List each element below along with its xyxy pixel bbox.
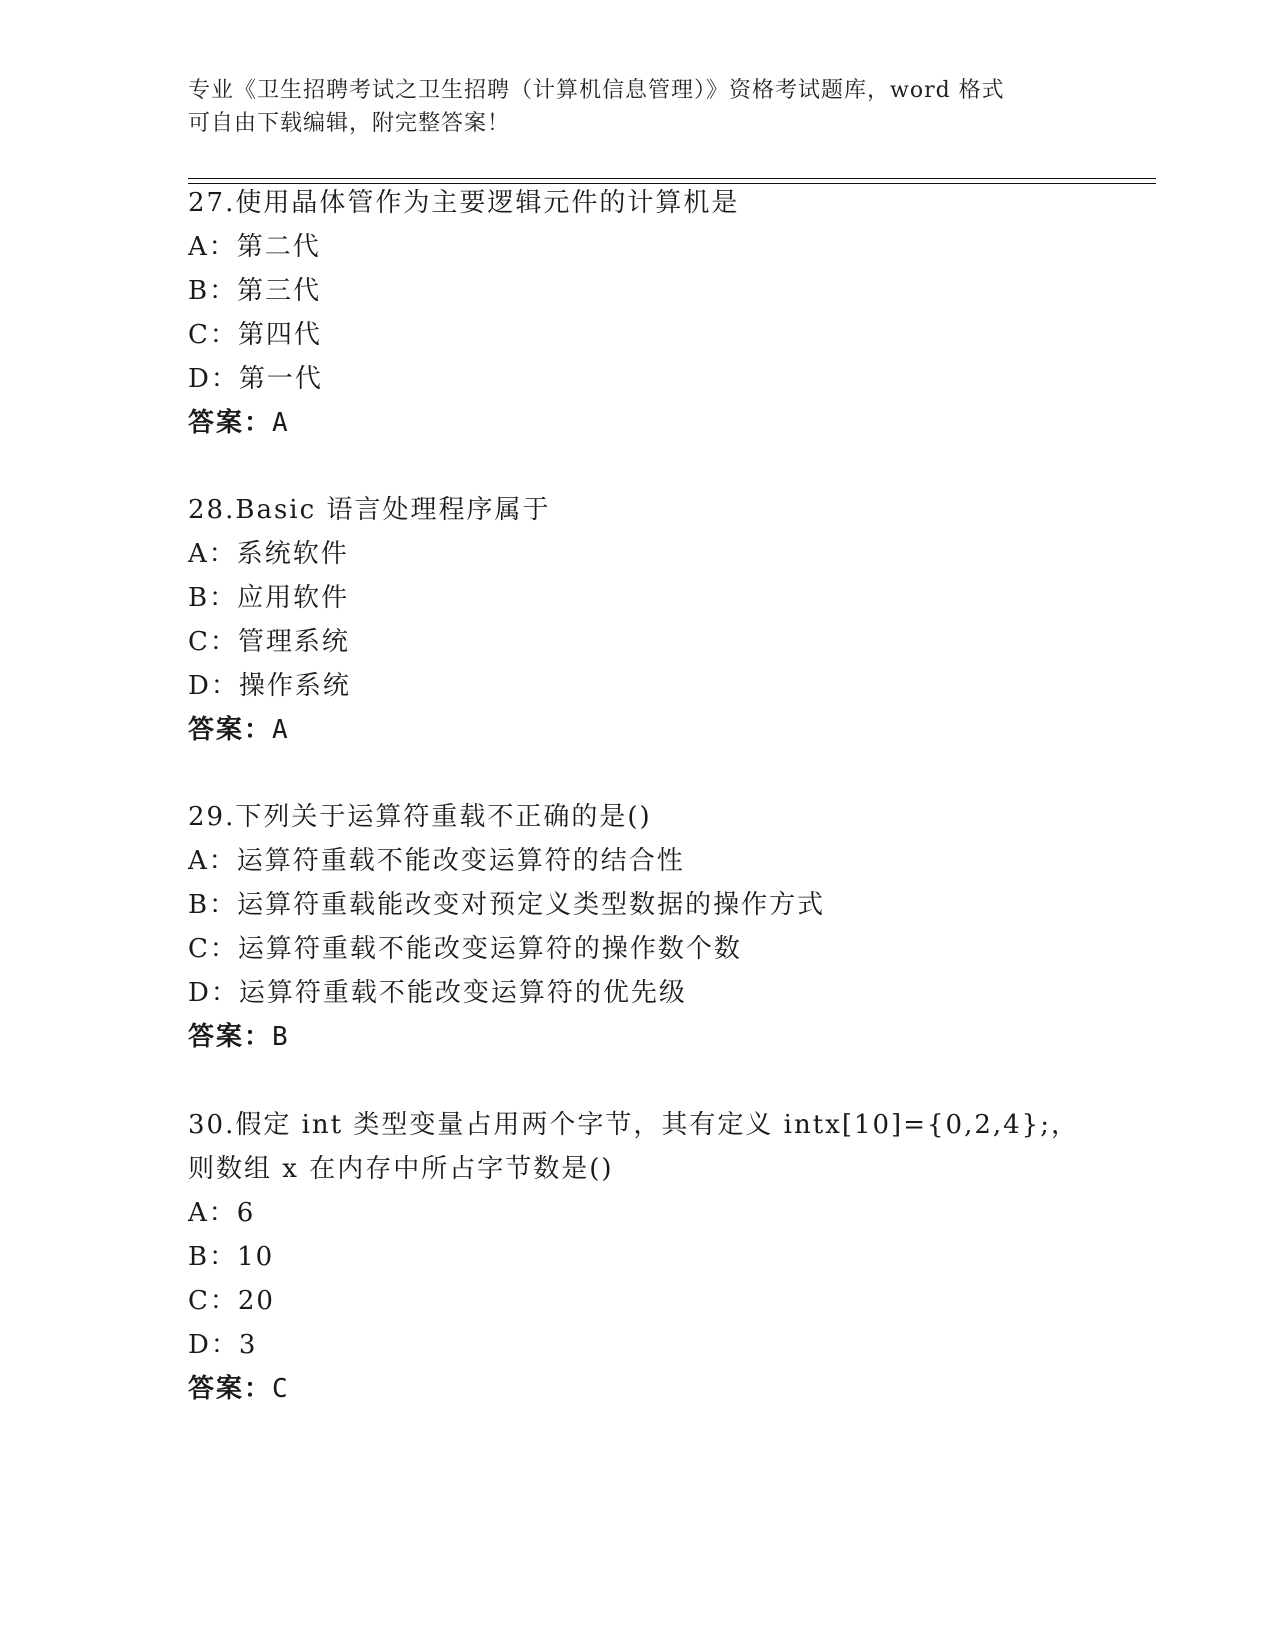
question-stem-line-1: 30.假定 int 类型变量占用两个字节，其有定义 intx[10]={0,2,4};， — [188, 1110, 1079, 1140]
answer-label: 答案： — [188, 1374, 273, 1404]
option-b: B：10 — [188, 1242, 275, 1272]
option-b: B：应用软件 — [188, 583, 350, 613]
answer — [188, 406, 290, 440]
option-c: C：管理系统 — [188, 627, 350, 657]
answer-label: 答案： — [188, 408, 273, 438]
option-b: B：运算符重载能改变对预定义类型数据的操作方式 — [188, 890, 826, 920]
option-c: C：第四代 — [188, 320, 322, 350]
answer-value: B — [272, 1022, 290, 1052]
option-a: A：系统软件 — [188, 539, 349, 569]
answer — [188, 1020, 290, 1054]
answer-value: A — [272, 715, 290, 745]
answer-value: C — [272, 1374, 290, 1404]
header-divider-top — [188, 178, 1156, 179]
question-stem-line-2: 则数组 x 在内存中所占字节数是() — [188, 1154, 614, 1184]
option-a: A：运算符重载不能改变运算符的结合性 — [188, 846, 685, 876]
option-d: D：3 — [188, 1330, 258, 1360]
option-d: D：操作系统 — [188, 671, 351, 701]
document-header — [188, 74, 1088, 140]
option-c: C：20 — [188, 1286, 275, 1316]
question-stem: 28.Basic 语言处理程序属于 — [188, 495, 551, 525]
answer — [188, 713, 290, 747]
answer — [188, 1372, 290, 1406]
question-stem: 27.使用晶体管作为主要逻辑元件的计算机是 — [188, 188, 740, 218]
question-stem: 29.下列关于运算符重载不正确的是() — [188, 802, 652, 832]
option-a: A：第二代 — [188, 232, 321, 262]
answer-value: A — [272, 408, 290, 438]
answer-label: 答案： — [188, 1022, 273, 1052]
header-line-1: 专业《卫生招聘考试之卫生招聘（计算机信息管理）》资格考试题库，word 格式 — [188, 78, 1005, 103]
header-line-2: 可自由下载编辑，附完整答案！ — [188, 111, 511, 136]
option-d: D：第一代 — [188, 364, 323, 394]
option-a: A：6 — [188, 1198, 256, 1228]
header-divider-bottom — [188, 183, 1156, 184]
option-d: D：运算符重载不能改变运算符的优先级 — [188, 978, 687, 1008]
option-c: C：运算符重载不能改变运算符的操作数个数 — [188, 934, 742, 964]
option-b: B：第三代 — [188, 276, 322, 306]
answer-label: 答案： — [188, 715, 273, 745]
